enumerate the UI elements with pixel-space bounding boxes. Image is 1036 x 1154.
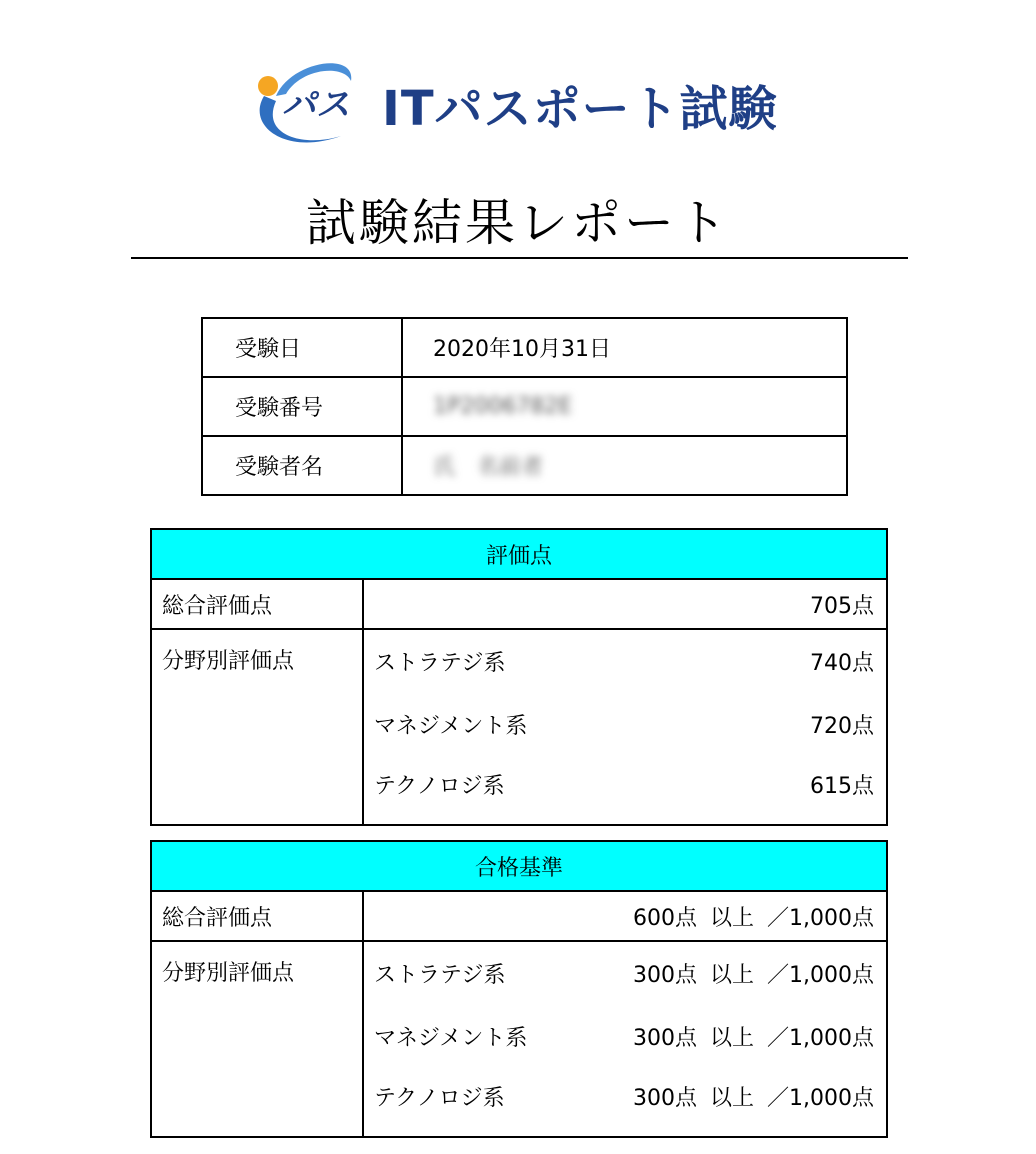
total-criteria-label: 総合評価点 (151, 891, 363, 941)
field-criteria-value: 300点 以上 ／1,000点 (633, 963, 874, 988)
table-row (151, 891, 887, 941)
total-criteria-value: 600点 以上 ／1,000点 (363, 891, 887, 941)
table-row (151, 629, 887, 825)
list-item (374, 1006, 874, 1066)
field-score: 615点 (810, 773, 874, 799)
pass-criteria-table (150, 840, 888, 1138)
exam-date-label: 受験日 (202, 318, 402, 377)
exam-number-value-blurred: 1P2006782E (433, 394, 573, 419)
list-item (374, 754, 874, 814)
table-row (202, 377, 847, 436)
list-item (374, 1066, 874, 1126)
total-score-value: 705点 (363, 579, 887, 629)
field-score: 740点 (810, 651, 874, 676)
field-score: 720点 (810, 713, 874, 739)
total-score-label: 総合評価点 (151, 579, 363, 629)
exam-date-value: 2020年10月31日 (402, 318, 847, 377)
field-criteria-value: 300点 以上 ／1,000点 (633, 1085, 874, 1111)
field-name: マネジメント系 (374, 713, 528, 739)
logo-mark-text: パス (282, 85, 350, 125)
list-item (374, 952, 874, 1006)
examinee-name-label: 受験者名 (202, 436, 402, 495)
field-name: ストラテジ系 (374, 651, 506, 676)
field-criteria-label: 分野別評価点 (151, 941, 363, 1137)
table-row (202, 318, 847, 377)
field-name: テクノロジ系 (374, 773, 505, 799)
field-name: マネジメント系 (374, 1025, 528, 1051)
list-item (374, 694, 874, 754)
field-criteria-value: 300点 以上 ／1,000点 (633, 1025, 874, 1051)
score-header: 評価点 (151, 529, 887, 579)
exam-number-label: 受験番号 (202, 377, 402, 436)
logo-title: ITパスポート試験 (382, 81, 778, 137)
field-score-label: 分野別評価点 (151, 629, 363, 825)
examinee-name-value-blurred: 氏 名前者 (433, 455, 544, 480)
score-table (150, 528, 888, 826)
field-scores (363, 629, 887, 825)
pass-logo-mark-icon (246, 56, 376, 156)
field-criteria (363, 941, 887, 1137)
criteria-header: 合格基準 (151, 841, 887, 891)
it-passport-logo (246, 56, 786, 156)
report-title: 試験結果レポート (306, 194, 730, 252)
field-name: ストラテジ系 (374, 963, 506, 988)
examinee-info-table (201, 317, 848, 496)
list-item (374, 640, 874, 694)
table-row (151, 579, 887, 629)
table-row (151, 941, 887, 1137)
title-divider (131, 257, 908, 259)
field-name: テクノロジ系 (374, 1085, 505, 1111)
table-row (202, 436, 847, 495)
